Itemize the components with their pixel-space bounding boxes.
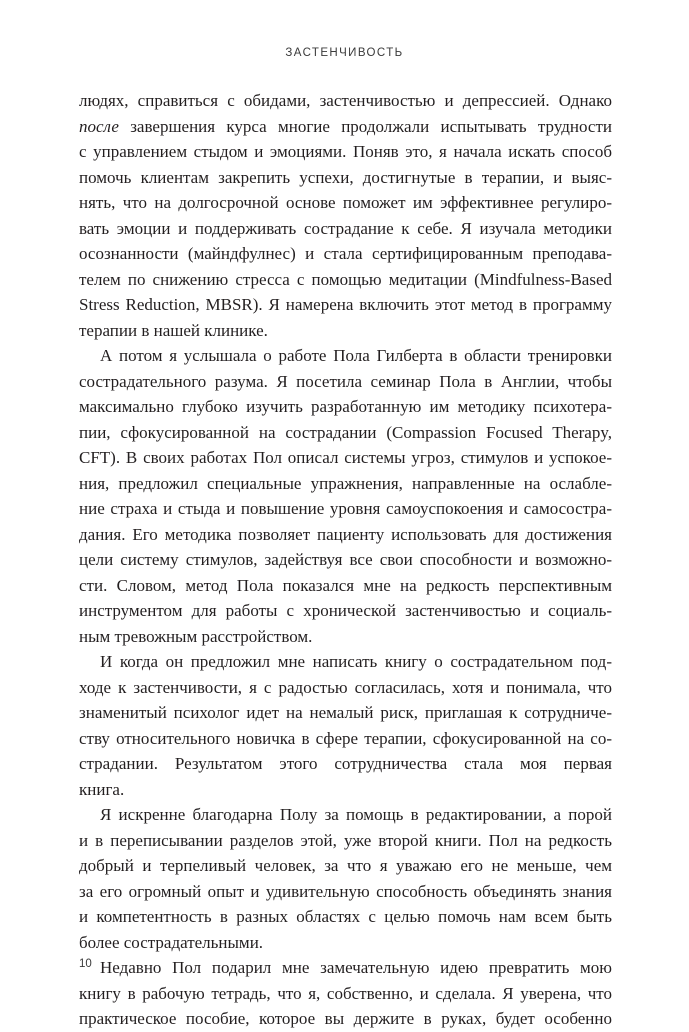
text-line: Я искренне благодарна Полу за помощь в редактировании, а порой (100, 805, 612, 824)
text-line: сострадательного разума. Я посетила семинар Пола в Англии, чтобы (79, 371, 612, 391)
text-line: пии, сфокусированной на сострадании (Compassion Focused Therapy, (79, 422, 612, 442)
text-line: Недавно Пол подарил мне замечательную идею превратить мою (100, 958, 612, 977)
text-line: телем по снижению стресса с помощью медитации (Mindfulness-Based (79, 269, 612, 289)
text-line: И когда он предложил мне написать книгу о сострадательном под- (100, 652, 612, 671)
text-line: ние страха и стыда и повышение уровня самоуспокоения и самосостра- (79, 499, 612, 518)
text-line: максимально глубоко изучить разработанную им методику психотера- (79, 397, 612, 416)
text-line: людях, справиться с обидами, застенчивостью и депрессией. Однако (79, 91, 612, 110)
text-line: за его огромный опыт и удивительную способность объединять знания (79, 881, 612, 901)
text-line: ству относительного новичка в сфере терапии, сфокусированной на со- (79, 728, 612, 748)
text-line: страдании. Результатом этого сотрудничества стала моя первая (79, 754, 612, 773)
text-line: ния, предложил специальные упражнения, направленные на ослабле- (79, 473, 612, 493)
text-line (79, 114, 612, 140)
text-line: добрый и терпеливый человек, за что я уважаю его не меньше, чем (79, 856, 612, 875)
text-line: цели систему стимулов, задействуя все свои способности и возможно- (79, 550, 612, 569)
running-head: ЗАСТЕНЧИВОСТЬ (285, 47, 404, 59)
text-line: осознанности (майндфулнес) и стала сертифицированным преподава- (79, 244, 612, 263)
text-line: и в переписывании разделов этой, уже второй книги. Пол на редкость (79, 830, 612, 850)
paragraph (79, 802, 612, 955)
text-line: книгу в рабочую тетрадь, что я, собственно, и сделала. Я уверена, что (79, 983, 612, 1003)
body-text (79, 88, 612, 1032)
text-line: помочь клиентам закрепить успехи, достигнутые в терапии, и выяс- (79, 167, 612, 187)
text-line: знаменитый психолог идет на немалый риск, приглашая к сотрудниче- (79, 703, 612, 722)
text-line: А потом я услышала о работе Пола Гилберта в области тренировки (100, 346, 612, 365)
text-line: с управлением стыдом и эмоциями. Поняв это, я начала искать способ (79, 142, 612, 161)
text-segment: завершения курса многие продолжали испытывать трудности (118, 116, 612, 136)
text-line: более сострадательными. (79, 932, 264, 952)
text-line: терапии в нашей клинике. (79, 320, 268, 340)
text-line: нять, что на долгосрочной основе поможет им эффективнее регулиро- (79, 193, 612, 212)
text-line: практическое пособие, которое вы держите в руках, будет особенно (79, 1009, 612, 1028)
text-line: ным тревожным расстройством. (79, 626, 313, 646)
paragraph (79, 955, 612, 1032)
text-line: книга. (79, 779, 125, 799)
text-line: сти. Словом, метод Пола показался мне на редкость перспективным (79, 575, 612, 595)
text-line: дания. Его методика позволяет пациенту использовать для достижения (79, 524, 612, 544)
text-line: CFT). В своих работах Пол описал системы угроз, стимулов и успокое- (79, 448, 612, 467)
paragraph (79, 343, 612, 649)
paragraph (79, 649, 612, 802)
italic-word: после (79, 116, 119, 136)
text-line: и компетентность в разных областях с целью помочь нам всем быть (79, 907, 612, 926)
text-line: вать эмоции и поддерживать сострадание к себе. Я изучала методики (79, 218, 612, 238)
text-line: инструментом для работы с хронической застенчивостью и социаль- (79, 601, 612, 620)
text-line: Stress Reduction, MBSR). Я намерена включить этот метод в программу (79, 295, 612, 314)
page-number: 10 (79, 958, 92, 970)
text-line: ходе к застенчивости, я с радостью согласилась, хотя и понимала, что (79, 677, 612, 697)
paragraph (79, 88, 612, 343)
